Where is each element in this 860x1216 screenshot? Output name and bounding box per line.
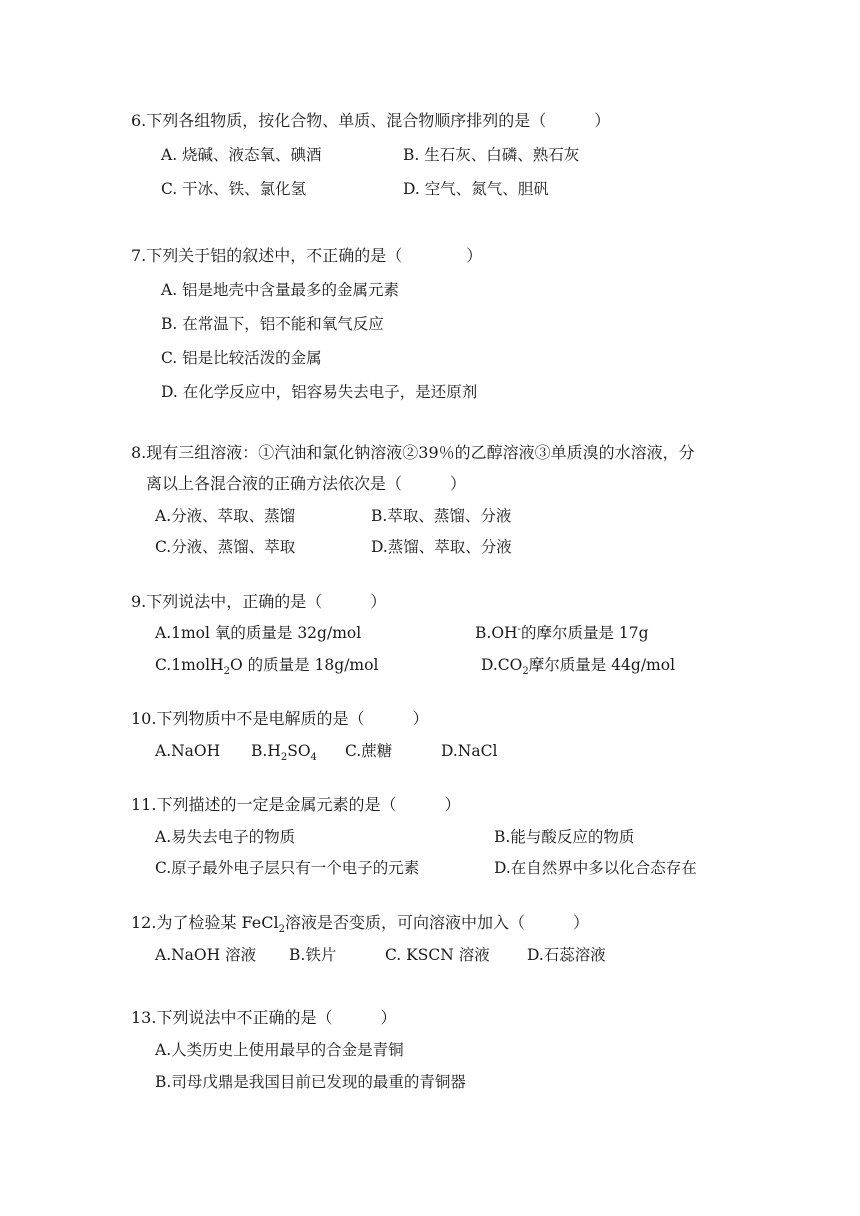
question-10-option-c: C.蔗糖 — [345, 742, 393, 760]
question-7-option-d: D. 在化学反应中，铝容易失去电子，是还原剂 — [161, 383, 478, 401]
question-7-option-c: C. 铝是比较活泼的金属 — [161, 349, 322, 367]
question-9-option-c: C.1molH$_2$O 的质量是 18g/mol — [155, 656, 379, 678]
question-8-option-b: B.萃取、蒸馏、分液 — [371, 507, 512, 525]
question-12-option-d: D.石蕊溶液 — [527, 946, 606, 964]
question-7-option-b: B. 在常温下，铝不能和氧气反应 — [161, 315, 384, 333]
question-6-option-a: A. 烧碱、液态氧、碘酒 — [161, 146, 322, 164]
question-9-stem: 9.下列说法中，正确的是（ ） — [131, 592, 387, 611]
question-11-option-a: A.易失去电子的物质 — [155, 828, 296, 846]
question-9-option-b: B.OH-的摩尔质量是 17g — [475, 623, 649, 642]
question-10-stem: 10.下列物质中不是电解质的是（ ） — [131, 709, 429, 728]
question-6-option-c: C. 干冰、铁、氯化氢 — [161, 180, 307, 198]
question-7-stem: 7.下列关于铝的叙述中，不正确的是（ ） — [131, 246, 483, 265]
question-11-stem: 11.下列描述的一定是金属元素的是（ ） — [131, 795, 461, 814]
question-11-option-b: B.能与酸反应的物质 — [494, 828, 635, 846]
question-10-option-d: D.NaCl — [441, 742, 498, 760]
question-6-option-b: B. 生石灰、白磷、熟石灰 — [403, 146, 580, 164]
question-8-option-c: C.分液、蒸馏、萃取 — [155, 538, 296, 556]
question-6-option-d: D. 空气、氮气、胆矾 — [403, 180, 549, 198]
question-11-option-d: D.在自然界中多以化合态存在 — [494, 859, 697, 877]
question-8-option-a: A.分液、萃取、蒸馏 — [155, 507, 296, 525]
question-12-stem: 12.为了检验某 FeCl$_2$溶液是否变质，可向溶液中加入（ ） — [131, 913, 589, 936]
question-10-option-a: A.NaOH — [155, 742, 221, 760]
question-8-stem: 8.现有三组溶液：①汽油和氯化钠溶液②39％的乙醇溶液③单质溴的水溶液，分 — [131, 443, 695, 462]
question-7-option-a: A. 铝是地壳中含量最多的金属元素 — [161, 281, 400, 299]
question-12-option-c: C. KSCN 溶液 — [385, 946, 490, 964]
question-11-option-c: C.原子最外电子层只有一个电子的元素 — [155, 859, 420, 877]
question-12-option-a: A.NaOH 溶液 — [155, 946, 257, 964]
question-13-option-a: A.人类历史上使用最早的合金是青铜 — [155, 1041, 404, 1059]
question-8-stem-continued: 离以上各混合液的正确方法依次是（ ） — [146, 474, 467, 493]
question-13-option-b: B.司母戊鼎是我国目前已发现的最重的青铜器 — [155, 1073, 466, 1091]
question-9-option-d: $D.CO_2$摩尔质量是 44g/mol — [481, 656, 676, 678]
question-10-option-b: $B.H_2SO_4$ — [251, 742, 317, 764]
question-13-stem: 13.下列说法中不正确的是（ ） — [131, 1008, 397, 1027]
question-6-stem: 6.下列各组物质，按化合物、单质、混合物顺序排列的是（ ） — [131, 111, 611, 130]
question-8-option-d: D.蒸馏、萃取、分液 — [371, 538, 512, 556]
question-12-option-b: B.铁片 — [289, 946, 337, 964]
question-9-option-a: A.1mol 氧的质量是 32g/mol — [155, 624, 362, 642]
